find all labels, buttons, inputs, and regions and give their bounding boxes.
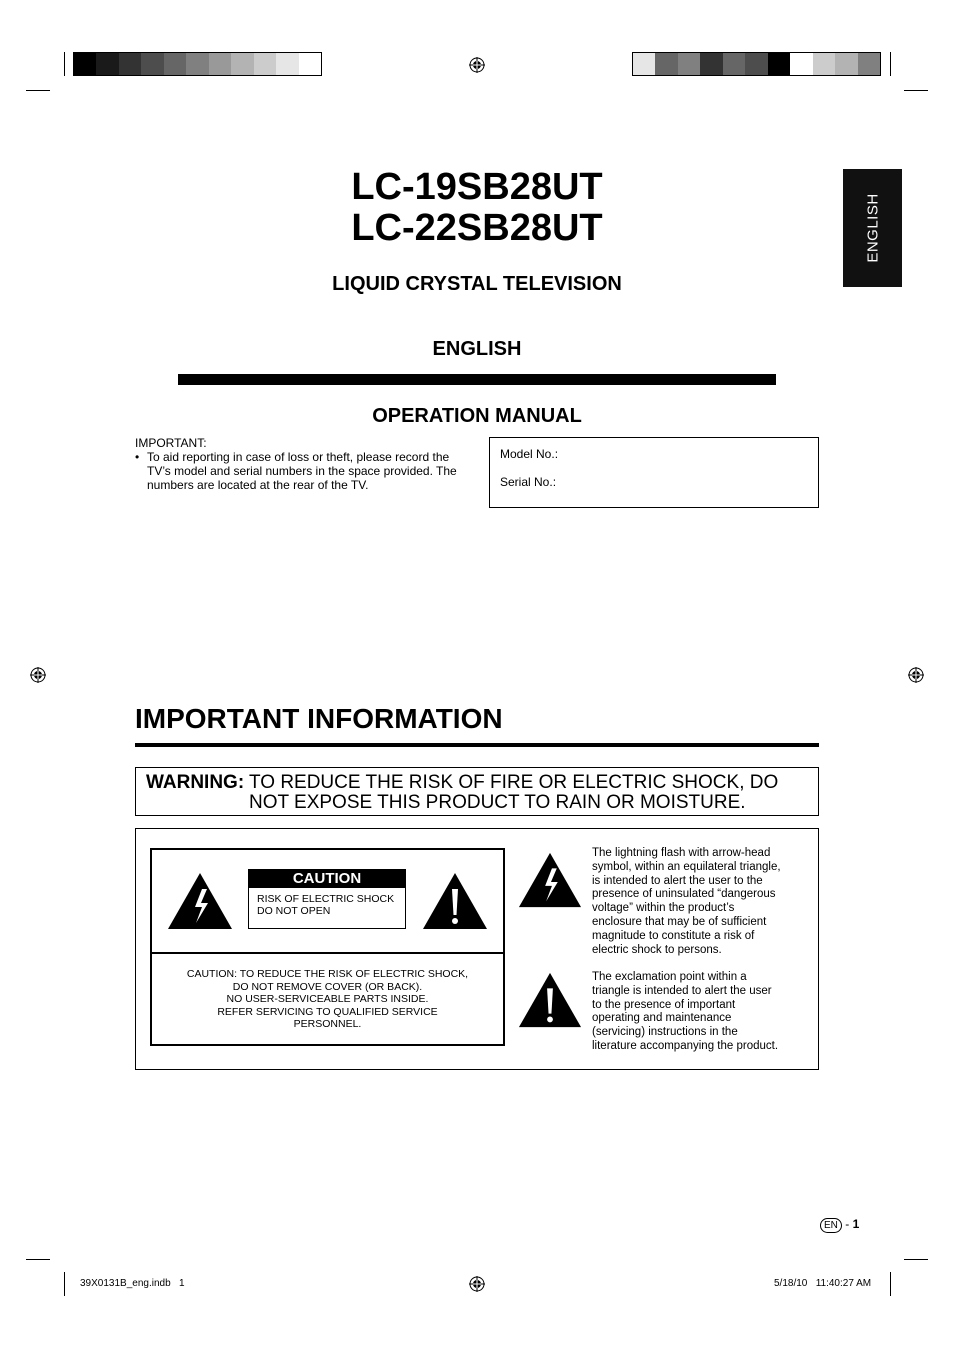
caution-text-line: DO NOT REMOVE COVER (OR BACK). bbox=[232, 980, 423, 993]
important-label: IMPORTANT: bbox=[135, 436, 207, 450]
explanation-line: (servicing) instructions in the bbox=[592, 1026, 738, 1039]
manual-type: OPERATION MANUAL bbox=[372, 405, 582, 427]
caution-sub-line: DO NOT OPEN bbox=[257, 905, 331, 917]
crop-mark bbox=[904, 90, 928, 91]
model-no-label: Model No.: bbox=[500, 447, 559, 461]
model-serial-record-box bbox=[489, 437, 819, 508]
important-line: TV’s model and serial numbers in the space provided. The bbox=[147, 464, 457, 478]
lightning-triangle-icon bbox=[517, 850, 583, 910]
lightning-explanation bbox=[592, 847, 781, 957]
crop-mark bbox=[64, 1272, 65, 1296]
color-swatch bbox=[164, 53, 186, 75]
caution-header: CAUTION bbox=[249, 870, 405, 888]
warning-line-1: TO REDUCE THE RISK OF FIRE OR ELECTRIC SHOCK, DO bbox=[249, 772, 779, 793]
color-swatch bbox=[858, 53, 880, 75]
section-rule bbox=[135, 743, 819, 747]
color-swatch bbox=[700, 53, 722, 75]
color-swatch bbox=[655, 53, 677, 75]
caution-sub-line: RISK OF ELECTRIC SHOCK bbox=[257, 893, 395, 905]
color-swatch bbox=[745, 53, 767, 75]
caution-text-line: NO USER-SERVICEABLE PARTS INSIDE. bbox=[226, 993, 429, 1006]
color-swatch bbox=[186, 53, 208, 75]
color-swatch bbox=[835, 53, 857, 75]
warning-line-2: NOT EXPOSE THIS PRODUCT TO RAIN OR MOISTURE. bbox=[249, 792, 746, 813]
explanation-line: voltage” within the product’s bbox=[592, 902, 735, 915]
color-bar-right bbox=[632, 52, 881, 76]
side-tab-label: ENGLISH bbox=[864, 193, 881, 263]
lightning-triangle-icon bbox=[166, 871, 234, 931]
color-swatch bbox=[768, 53, 790, 75]
explanation-line: electric shock to persons. bbox=[592, 943, 722, 956]
color-swatch bbox=[231, 53, 253, 75]
color-swatch bbox=[141, 53, 163, 75]
exclamation-triangle-icon bbox=[517, 970, 583, 1030]
color-swatch bbox=[790, 53, 812, 75]
product-type: LIQUID CRYSTAL TELEVISION bbox=[332, 273, 622, 295]
caution-text-line: PERSONNEL. bbox=[293, 1018, 362, 1031]
color-swatch bbox=[813, 53, 835, 75]
model-title-1: LC-19SB28UT bbox=[351, 166, 603, 208]
color-swatch bbox=[209, 53, 231, 75]
crop-mark bbox=[26, 90, 50, 91]
color-swatch bbox=[633, 53, 655, 75]
explanation-line: The exclamation point within a bbox=[592, 971, 747, 983]
color-swatch bbox=[119, 53, 141, 75]
color-swatch bbox=[678, 53, 700, 75]
exclamation-explanation bbox=[592, 971, 778, 1054]
explanation-line: to the presence of important bbox=[592, 998, 736, 1011]
important-line: numbers are located at the rear of the TV. bbox=[147, 478, 369, 492]
important-line: To aid reporting in case of loss or theft, please record the bbox=[147, 450, 450, 464]
caution-panel-divider bbox=[150, 952, 505, 954]
section-heading: IMPORTANT INFORMATION bbox=[135, 703, 503, 734]
explanation-line: operating and maintenance bbox=[592, 1012, 732, 1025]
crop-mark bbox=[64, 52, 65, 76]
color-swatch bbox=[254, 53, 276, 75]
color-swatch bbox=[96, 53, 118, 75]
caution-text-line: REFER SERVICING TO QUALIFIED SERVICE bbox=[217, 1005, 438, 1018]
exclamation-triangle-icon bbox=[421, 871, 489, 931]
explanation-line: enclosure that may be of sufficient bbox=[592, 915, 767, 928]
registration-mark-icon bbox=[908, 667, 924, 683]
serial-no-label: Serial No.: bbox=[500, 475, 557, 489]
footer-timestamp: 5/18/10 11:40:27 AM bbox=[774, 1278, 872, 1289]
caution-label-box bbox=[248, 869, 406, 929]
warning-label: WARNING: bbox=[146, 772, 245, 793]
color-swatch bbox=[723, 53, 745, 75]
explanation-line: triangle is intended to alert the user bbox=[592, 984, 772, 997]
color-swatch bbox=[299, 53, 321, 75]
heading-rule bbox=[178, 374, 776, 385]
color-bar-left bbox=[73, 52, 322, 76]
registration-mark-icon bbox=[30, 667, 46, 683]
color-swatch bbox=[276, 53, 298, 75]
page-number-value: 1 bbox=[852, 1217, 860, 1231]
language-heading: ENGLISH bbox=[432, 338, 522, 360]
important-bullet: • bbox=[135, 450, 140, 464]
explanation-line: symbol, within an equilateral triangle, bbox=[592, 860, 781, 873]
crop-mark bbox=[26, 1259, 50, 1260]
explanation-line: literature accompanying the product. bbox=[592, 1039, 779, 1052]
explanation-line: is intended to alert the user to the bbox=[592, 874, 763, 887]
crop-mark bbox=[890, 52, 891, 76]
footer-file: 39X0131B_eng.indb 1 bbox=[80, 1278, 185, 1289]
crop-mark bbox=[904, 1259, 928, 1260]
explanation-line: presence of uninsulated “dangerous bbox=[592, 888, 776, 901]
caution-text-line: CAUTION: TO REDUCE THE RISK OF ELECTRIC SHOCK, bbox=[186, 968, 469, 980]
color-swatch bbox=[74, 53, 96, 75]
language-badge: EN bbox=[820, 1218, 842, 1233]
crop-mark bbox=[890, 1272, 891, 1296]
caution-text bbox=[150, 968, 505, 1031]
page-separator: - bbox=[845, 1217, 850, 1231]
explanation-line: magnitude to constitute a risk of bbox=[592, 929, 755, 942]
explanation-line: The lightning flash with arrow-head bbox=[592, 847, 771, 859]
registration-mark-icon bbox=[469, 57, 485, 73]
registration-mark-icon bbox=[469, 1276, 485, 1292]
page-number bbox=[820, 1216, 859, 1233]
model-title-2: LC-22SB28UT bbox=[351, 207, 603, 249]
warning-box bbox=[135, 767, 819, 816]
